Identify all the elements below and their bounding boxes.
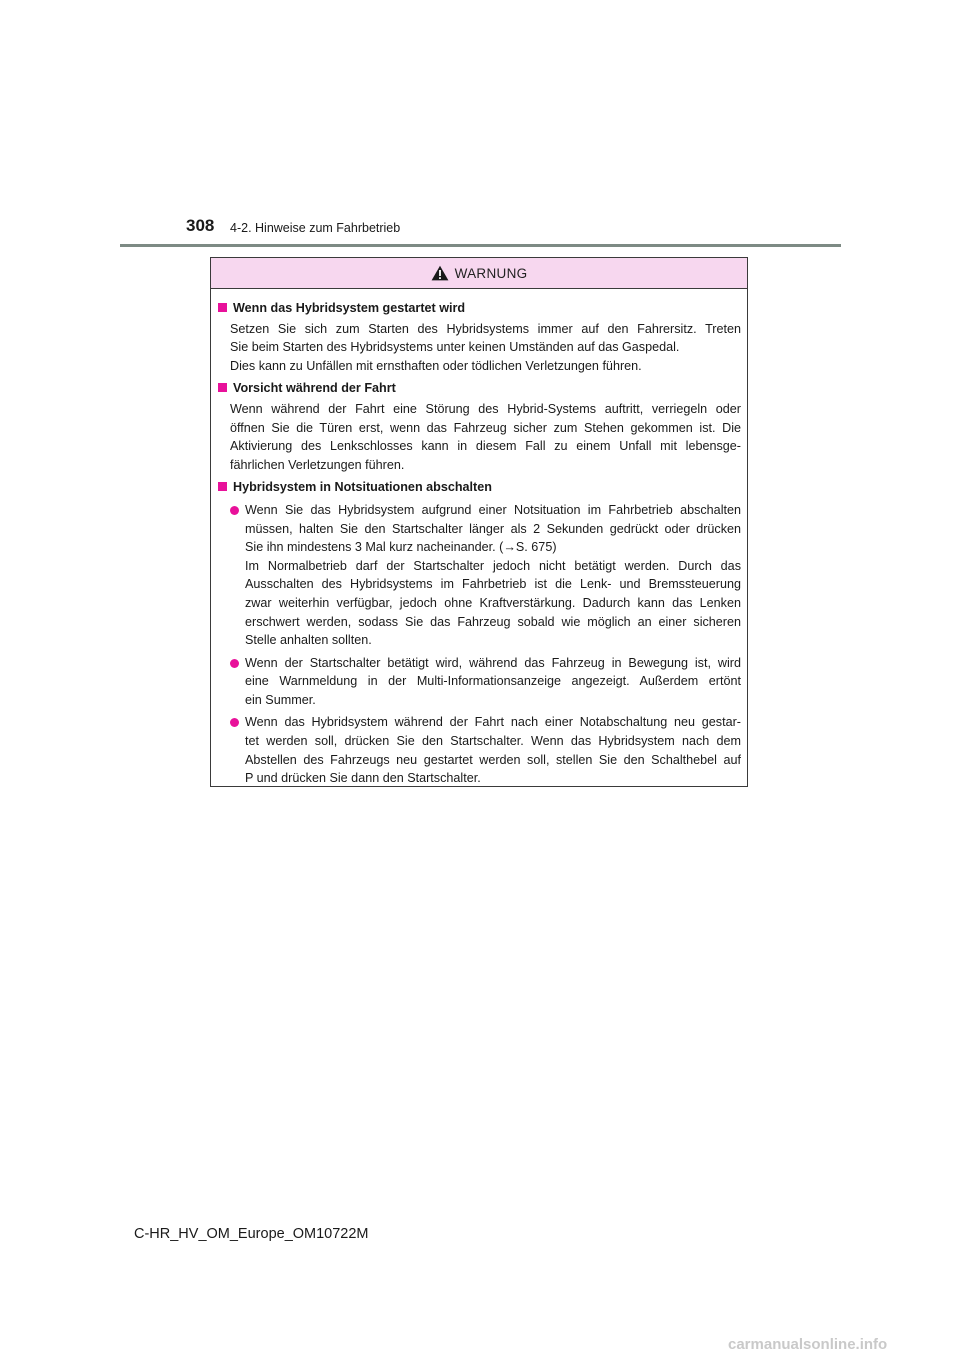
list-line: Abstellen des Fahrzeugs neu gestartet werden soll, stellen Sie den Schalthebel auf xyxy=(245,752,741,767)
list-line: Stelle anhalten sollten. xyxy=(245,633,372,648)
list-line: erschwert werden, sodass Sie das Fahrzeug sobald wie möglich an einer sicheren xyxy=(245,614,741,629)
paragraph-line: Dies kann zu Unfällen mit ernsthaften oder tödlichen Verletzungen führen. xyxy=(230,358,642,373)
section-paragraph xyxy=(230,320,741,376)
section-heading xyxy=(218,478,741,497)
heading-text: Vorsicht während der Fahrt xyxy=(233,381,396,396)
list-line: P und drücken Sie dann den Startschalter. xyxy=(245,771,481,786)
paragraph-line: Setzen Sie sich zum Starten des Hybridsystems immer auf den Fahrersitz. Treten xyxy=(230,321,741,336)
warning-box xyxy=(210,257,748,787)
list-line: Wenn Sie das Hybridsystem aufgrund einer Notsituation im Fahrbetrieb abschalten xyxy=(245,502,741,517)
heading-text: Wenn das Hybridsystem gestartet wird xyxy=(233,301,466,315)
warning-title: WARNUNG xyxy=(454,265,528,281)
square-bullet-icon xyxy=(218,383,227,392)
square-bullet-icon xyxy=(218,482,227,491)
footer-doc-code: C-HR_HV_OM_Europe_OM10722M xyxy=(134,1226,369,1242)
round-bullet-icon xyxy=(230,659,239,668)
paragraph-line: öffnen Sie die Türen erst, wenn das Fahrzeug sicher zum Stehen gekommen ist. Die xyxy=(230,420,741,435)
section-title: 4-2. Hinweise zum Fahrbetrieb xyxy=(230,221,401,235)
list-line: tet werden soll, drücken Sie den Startschalter. Wenn das Hybridsystem nach dem xyxy=(245,734,741,749)
section-heading xyxy=(218,299,741,318)
list-item-text xyxy=(245,654,741,710)
list-line: ein Summer. xyxy=(245,692,316,707)
paragraph-line: Sie beim Starten des Hybridsystems unter keinen Umständen auf das Gaspedal. xyxy=(230,340,680,355)
header-rule xyxy=(120,244,841,247)
warning-header xyxy=(211,258,747,289)
paragraph-line: Wenn während der Fahrt eine Störung des Hybrid-Systems auftritt, verriegeln oder xyxy=(230,401,741,416)
section-paragraph xyxy=(230,400,741,474)
list-item xyxy=(230,501,741,650)
paragraph-line: Aktivierung des Lenkschlosses kann in diesem Fall zu einem Unfall mit lebensge- xyxy=(230,439,741,454)
paragraph-line: fährlichen Verletzungen führen. xyxy=(230,457,405,472)
square-bullet-icon xyxy=(218,303,227,312)
list-line: Ausschalten des Hybridsystems im Fahrbetrieb ist die Lenk- und Bremssteuerung xyxy=(245,577,741,592)
list-item xyxy=(230,713,741,787)
round-bullet-icon xyxy=(230,718,239,727)
section-heading xyxy=(218,379,741,398)
watermark: carmanualsonline.info xyxy=(728,1336,888,1353)
warning-triangle-icon xyxy=(431,265,449,281)
round-bullet-icon xyxy=(230,506,239,515)
list-line: zwar weiterhin verfügbar, jedoch ohne Kraftverstärkung. Dadurch kann das Lenken xyxy=(245,595,741,610)
list-line: müssen, halten Sie den Startschalter länger als 2 Sekunden gedrückt oder drücken xyxy=(245,521,741,536)
list-line: Sie ihn mindestens 3 Mal kurz nacheinander. (→S. 675) xyxy=(245,540,557,555)
list-line: Im Normalbetrieb darf der Startschalter jedoch nicht betätigt werden. Durch das xyxy=(245,558,741,573)
warning-body xyxy=(211,289,747,788)
list-item xyxy=(230,654,741,710)
list-line: Wenn der Startschalter betätigt wird, während das Fahrzeug in Bewegung ist, wird xyxy=(245,655,741,670)
list-item-text xyxy=(245,713,741,787)
page-number: 308 xyxy=(186,216,215,235)
list-item-text xyxy=(245,501,741,650)
list-line: Wenn das Hybridsystem während der Fahrt nach einer Notabschaltung neu gestar- xyxy=(245,715,741,730)
list-line: eine Warnmeldung in der Multi-Informationsanzeige angezeigt. Außerdem ertönt xyxy=(245,674,741,689)
heading-text: Hybridsystem in Notsituationen abschalten xyxy=(233,480,492,495)
